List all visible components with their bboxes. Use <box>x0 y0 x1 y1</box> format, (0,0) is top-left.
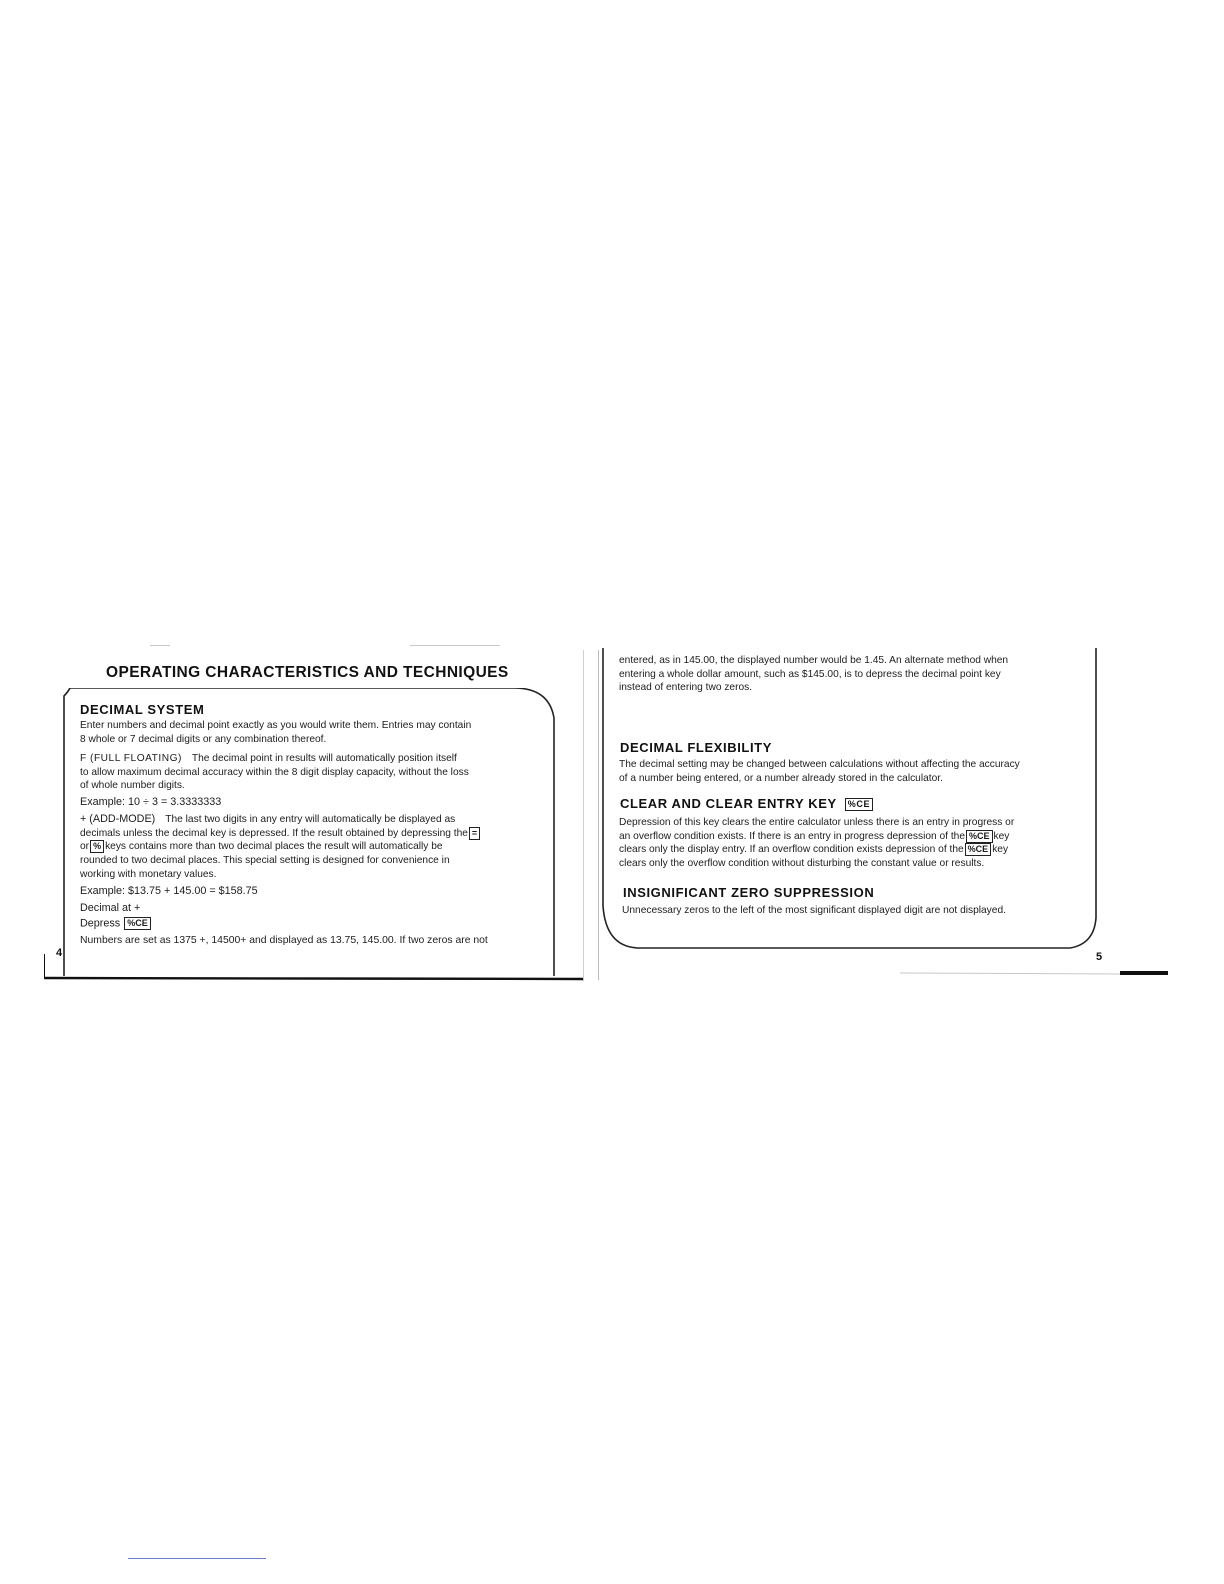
text-span: decimals unless the decimal key is depressed. If the result obtained by depressing the <box>80 827 468 839</box>
text-span: or <box>80 841 90 853</box>
depress-line <box>80 917 152 931</box>
text-line: entered, as in 145.00, the displayed number would be 1.45. An alternate method when <box>619 655 1009 666</box>
add-mode-label: + (ADD-MODE) <box>80 813 156 825</box>
continuation-block <box>619 654 1099 695</box>
clear-entry-key-icon: %CE <box>845 798 873 811</box>
decimal-system-intro <box>80 719 550 746</box>
depress-label: Depress <box>80 917 121 930</box>
full-floating-paragraph <box>80 752 550 793</box>
text-span: an overflow condition exists. If there is an entry in progress depression of the <box>619 830 965 842</box>
page-title: OPERATING CHARACTERISTICS AND TECHNIQUES <box>106 664 509 681</box>
text-line <box>80 752 550 766</box>
decimal-system-heading: DECIMAL SYSTEM <box>80 702 205 717</box>
clear-entry-key-icon: %CE <box>966 830 993 843</box>
text-line <box>80 827 550 841</box>
clear-entry-key-icon: %CE <box>124 917 151 930</box>
decimal-flexibility-heading: DECIMAL FLEXIBILITY <box>620 740 772 755</box>
text-line: entering a whole dollar amount, such as $145.00, is to depress the decimal point key <box>619 668 1001 680</box>
page-number: 5 <box>1096 951 1103 963</box>
text-line: Enter numbers and decimal point exactly as you would write them. Entries may contain <box>80 720 472 731</box>
text-line: Depression of this key clears the entire calculator unless there is an entry in progress or <box>619 817 1015 828</box>
text-line: of a number being entered, or a number already stored in the calculator. <box>619 772 943 784</box>
text-line: 8 whole or 7 decimal digits or any combination thereof. <box>80 733 327 745</box>
text-line <box>619 830 1099 844</box>
equals-key-icon: = <box>469 827 480 840</box>
text-line: to allow maximum decimal accuracy within the 8 digit display capacity, without the loss <box>80 766 469 778</box>
scan-mark <box>150 645 170 646</box>
center-divider <box>598 650 599 980</box>
zero-suppression-heading: INSIGNIFICANT ZERO SUPPRESSION <box>623 885 875 900</box>
text-span: key <box>993 830 1010 842</box>
clear-entry-text <box>619 816 1099 871</box>
text-span: key <box>992 844 1009 856</box>
page-number: 4 <box>56 947 63 959</box>
text-span: The decimal point in results will automatically position itself <box>191 753 457 764</box>
clear-entry-heading <box>620 796 874 811</box>
full-floating-label: F (FULL FLOATING) <box>80 753 182 764</box>
example-addition: Example: $13.75 + 145.00 = $158.75 <box>80 885 258 897</box>
text-line <box>80 840 550 854</box>
footer-underline <box>128 1558 266 1559</box>
decimal-at-line: Decimal at + <box>80 902 141 914</box>
scan-mark <box>410 645 500 646</box>
numbers-line: Numbers are set as 1375 +, 14500+ and displayed as 13.75, 145.00. If two zeros are not <box>80 935 488 946</box>
clear-entry-heading-text: CLEAR AND CLEAR ENTRY KEY <box>620 796 837 811</box>
section-frame <box>600 648 1170 982</box>
center-divider <box>583 650 584 980</box>
text-line <box>80 813 550 827</box>
text-line: instead of entering two zeros. <box>619 682 753 694</box>
text-line: clears only the overflow condition without disturbing the constant value or results. <box>619 858 985 870</box>
text-line: The decimal setting may be changed between calculations without affecting the accuracy <box>619 759 1020 770</box>
text-span: clears only the display entry. If an overflow condition exists depression of the <box>619 844 964 856</box>
add-mode-paragraph <box>80 813 550 881</box>
decimal-flexibility-text <box>619 758 1099 785</box>
text-span: The last two digits in any entry will automatically be displayed as <box>165 814 456 825</box>
text-line: of whole number digits. <box>80 780 185 792</box>
clear-entry-key-icon: %CE <box>965 843 992 856</box>
text-line: rounded to two decimal places. This special setting is designed for convenience in <box>80 855 450 867</box>
text-line <box>619 843 1099 857</box>
example-division: Example: 10 ÷ 3 = 3.3333333 <box>80 796 222 808</box>
percent-key-icon: % <box>90 840 104 853</box>
text-span: keys contains more than two decimal places the result will automatically be <box>105 841 443 853</box>
text-line: working with monetary values. <box>80 868 217 880</box>
zero-suppression-text: Unnecessary zeros to the left of the most significant displayed digit are not displayed. <box>622 905 1006 916</box>
